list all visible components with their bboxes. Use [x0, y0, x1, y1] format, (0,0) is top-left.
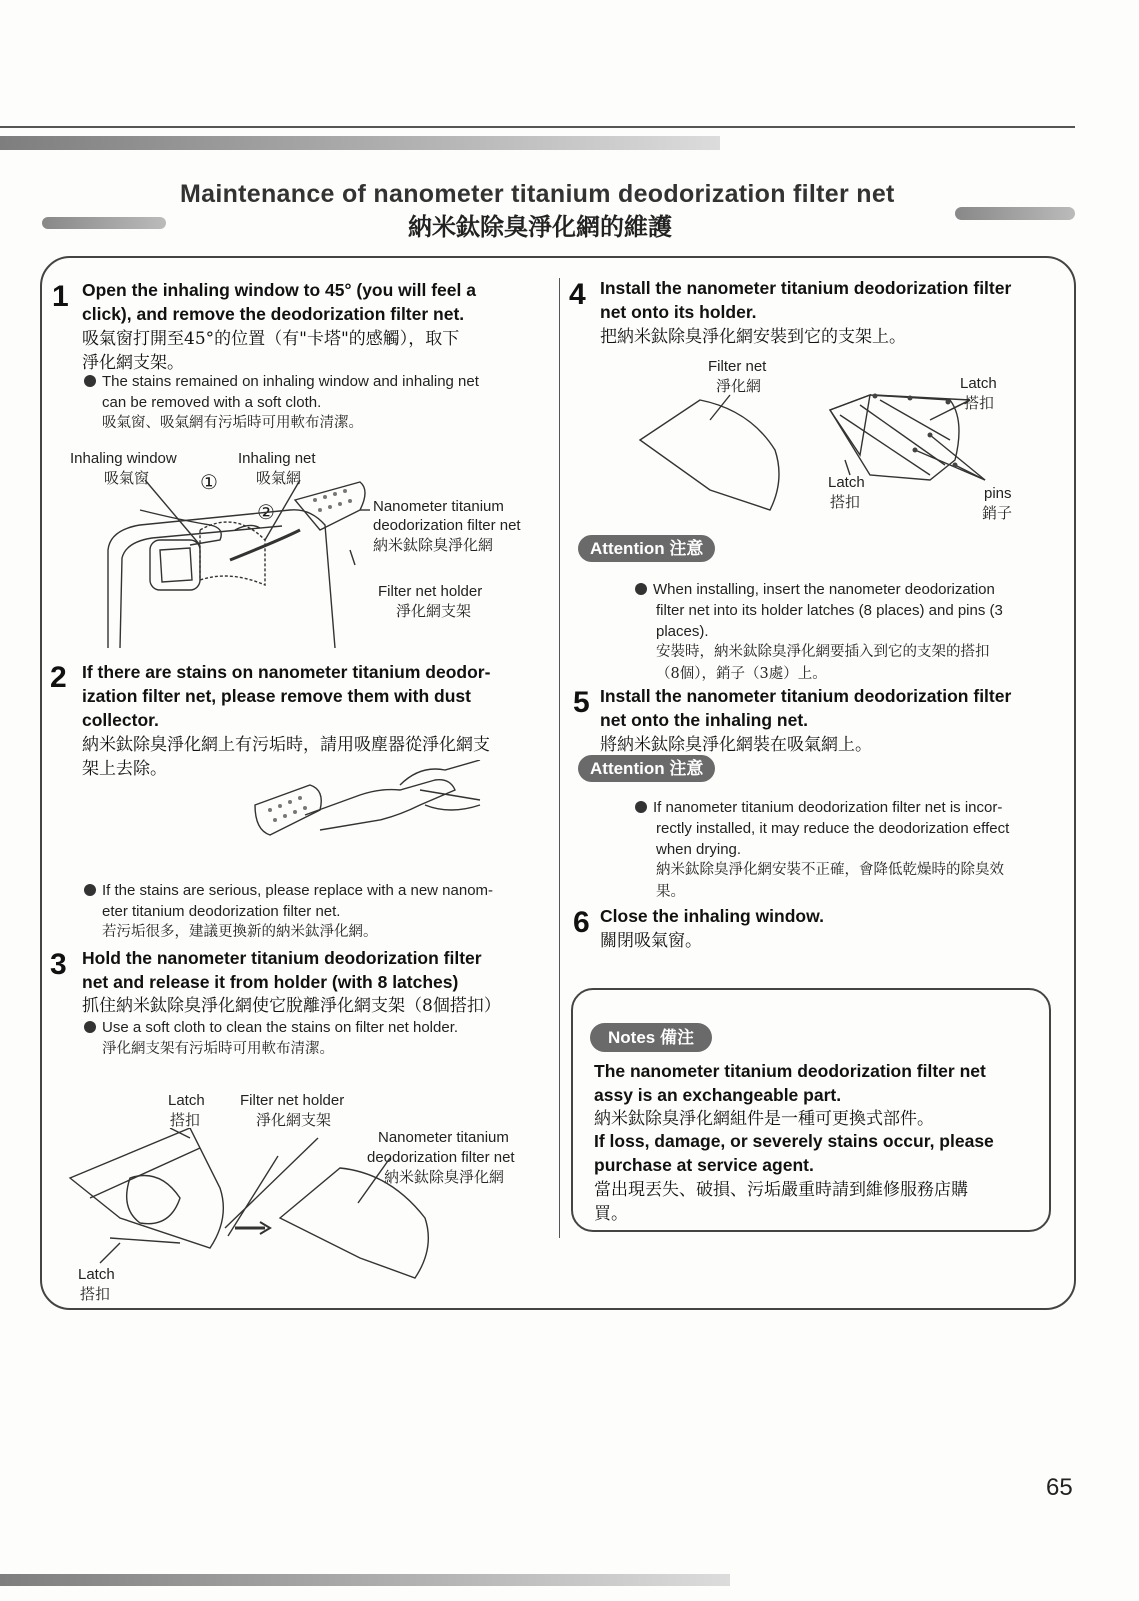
- fig3-nano-zh: 納米鈦除臭淨化網: [384, 1168, 505, 1186]
- attention-1-line1: When installing, insert the nanometer deodorization: [635, 579, 995, 600]
- step-1-number: 1: [52, 280, 69, 313]
- step-2-zh1: 納米鈦除臭淨化網上有污垢時，請用吸塵器從淨化網支: [82, 735, 490, 755]
- fig3-illustration: [60, 1128, 500, 1288]
- bullet-icon: [84, 1021, 96, 1033]
- notes-zh2: 當出現丟失、破損、污垢嚴重時請到維修服務店購: [594, 1180, 968, 1200]
- attention-2-badge: Attention 注意: [578, 755, 715, 782]
- attention-2-line3: when drying.: [656, 841, 742, 858]
- fig3-holder-zh: 淨化網支架: [256, 1111, 332, 1129]
- step-1-zh2: 淨化網支架。: [82, 353, 184, 373]
- fig3-nano-label2: deodorization filter net: [367, 1149, 515, 1166]
- fig1-nano-zh: 納米鈦除臭淨化網: [373, 536, 494, 554]
- title-pill-left: [42, 217, 166, 229]
- attention-1-line2: filter net into its holder latches (8 places) and pins (3: [656, 602, 1003, 619]
- bottom-band: [0, 1574, 730, 1586]
- fig3-nano-label1: Nanometer titanium: [378, 1129, 509, 1146]
- notes-zh1: 納米鈦除臭淨化網組件是一種可更換式部件。: [594, 1109, 934, 1129]
- fig1-nano-label1: Nanometer titanium: [373, 498, 504, 515]
- fig4-pins-zh: 銷子: [982, 504, 1013, 522]
- attention-2-badge-wrap: [578, 758, 715, 780]
- top-rule: [0, 126, 1075, 128]
- attention-1-line3: places).: [656, 623, 709, 640]
- step-4-line1: Install the nanometer titanium deodorization filter: [600, 278, 1012, 298]
- step-4-line2: net onto its holder.: [600, 302, 757, 322]
- step-3-note1: Use a soft cloth to clean the stains on filter net holder.: [84, 1017, 458, 1038]
- notes-line1: The nanometer titanium deodorization filter net: [594, 1061, 986, 1081]
- step-1-line1: Open the inhaling window to 45° (you will feel a: [82, 280, 476, 300]
- fig3-latch-zh: 搭扣: [170, 1111, 201, 1129]
- notes-zh3: 買。: [594, 1204, 628, 1224]
- step-2-note2: eter titanium deodorization filter net.: [102, 903, 341, 920]
- bullet-icon: [635, 583, 647, 595]
- fig4-latch-right-zh: 搭扣: [964, 394, 995, 412]
- step-3-line1: Hold the nanometer titanium deodorization filter: [82, 948, 482, 968]
- step-3-note-zh: 淨化網支架有污垢時可用軟布清潔。: [102, 1041, 334, 1057]
- step-5-number: 5: [573, 686, 590, 719]
- fig1-inhaling-window-label: Inhaling window: [70, 450, 177, 467]
- fig4-filter-net-zh: 淨化網: [716, 377, 762, 395]
- step-4-zh1: 把納米鈦除臭淨化網安裝到它的支架上。: [600, 327, 906, 347]
- bullet-icon: [635, 801, 647, 813]
- fig3-latch-bottom-label: Latch: [78, 1266, 115, 1283]
- fig1-nano-label2: deodorization filter net: [373, 517, 521, 534]
- step-3-line2: net and release it from holder (with 8 latches): [82, 972, 459, 992]
- fig4-latch-mid-zh: 搭扣: [830, 493, 861, 511]
- fig3-holder-label: Filter net holder: [240, 1092, 345, 1109]
- column-divider: [559, 278, 560, 1238]
- attention-2-line2: rectly installed, it may reduce the deodorization effect: [656, 820, 1010, 837]
- fig4-filter-net-label: Filter net: [708, 358, 767, 375]
- fig1-inhaling-net-zh: 吸氣網: [256, 469, 302, 487]
- fig4-latch-right-label: Latch: [960, 375, 997, 392]
- step-5-zh1: 將納米鈦除臭淨化網裝在吸氣網上。: [600, 735, 872, 755]
- fig4-latch-mid-label: Latch: [828, 474, 865, 491]
- attention-1-zh2: （8個），銷子（3處）上。: [656, 666, 827, 682]
- step-2-zh2: 架上去除。: [82, 759, 167, 779]
- fig1-inhaling-window-zh: 吸氣窗: [104, 469, 150, 487]
- step-2-line1: If there are stains on nanometer titanium deodor-: [82, 662, 491, 682]
- attention-1-zh1: 安裝時，納米鈦除臭淨化網要插入到它的支架的搭扣: [656, 644, 990, 660]
- notes-badge: Notes 備注: [590, 1023, 712, 1052]
- bullet-icon: [84, 884, 96, 896]
- step-5-line1: Install the nanometer titanium deodorization filter: [600, 686, 1012, 706]
- step-2-line2: ization filter net, please remove them with dust: [82, 686, 471, 706]
- step-5-line2: net onto the inhaling net.: [600, 710, 809, 730]
- step-2-number: 2: [50, 661, 67, 694]
- fig3-latch-label: Latch: [168, 1092, 205, 1109]
- fig2-dust-collector-illustration: [250, 760, 500, 870]
- bullet-icon: [84, 375, 96, 387]
- fig1-holder-zh: 淨化網支架: [396, 602, 472, 620]
- notes-line4: purchase at service agent.: [594, 1155, 814, 1175]
- fig1-circle-1: ①: [200, 472, 218, 494]
- notes-line3: If loss, damage, or severely stains occur, please: [594, 1131, 994, 1151]
- step-1-note1: The stains remained on inhaling window and inhaling net: [84, 371, 479, 392]
- step-2-note-zh: 若污垢很多，建議更換新的納米鈦淨化網。: [102, 924, 378, 940]
- step-1-line2: click), and remove the deodorization filter net.: [82, 304, 465, 324]
- step-3-number: 3: [50, 948, 67, 981]
- step-6-zh1: 關閉吸氣窗。: [600, 931, 702, 951]
- fig4-illustration: [630, 380, 990, 520]
- step-2-line3: collector.: [82, 710, 159, 730]
- fig1-holder-label: Filter net holder: [378, 583, 483, 600]
- page-title-zh: 納米鈦除臭淨化網的維護: [408, 212, 672, 241]
- notes-line2: assy is an exchangeable part.: [594, 1085, 842, 1105]
- page-title-en: Maintenance of nanometer titanium deodorization filter net: [180, 180, 895, 208]
- fig4-pins-label: pins: [984, 485, 1012, 502]
- step-3-zh1: 抓住納米鈦除臭淨化網使它脫離淨化網支架（8個搭扣）: [82, 996, 501, 1016]
- title-pill-right: [955, 207, 1075, 220]
- step-6-line1: Close the inhaling window.: [600, 906, 824, 926]
- step-1-note2: can be removed with a soft cloth.: [102, 394, 322, 411]
- step-4-number: 4: [569, 278, 586, 311]
- attention-2-line1: If nanometer titanium deodorization filter net is incor-: [635, 797, 1002, 818]
- attention-1-badge-wrap: [578, 538, 715, 560]
- step-6-number: 6: [573, 906, 590, 939]
- page-number: 65: [1046, 1474, 1073, 1501]
- step-1-note-zh: 吸氣窗、吸氣網有污垢時可用軟布清潔。: [102, 415, 363, 431]
- attention-1-badge: Attention 注意: [578, 535, 715, 562]
- attention-2-zh2: 果。: [656, 884, 685, 900]
- step-2-note1: If the stains are serious, please replace with a new nanom-: [84, 880, 493, 901]
- fig1-circle-2: ②: [257, 502, 275, 524]
- step-1-zh1: 吸氣窗打開至45°的位置（有"卡塔"的感觸），取下: [82, 329, 460, 349]
- attention-2-zh1: 納米鈦除臭淨化網安裝不正確，會降低乾燥時的除臭效: [656, 862, 1004, 878]
- fig3-latch-bottom-zh: 搭扣: [80, 1285, 111, 1303]
- fig1-illustration: [60, 470, 550, 670]
- fig1-inhaling-net-label: Inhaling net: [238, 450, 316, 467]
- top-band: [0, 136, 720, 150]
- notes-badge-wrap: [590, 1027, 712, 1049]
